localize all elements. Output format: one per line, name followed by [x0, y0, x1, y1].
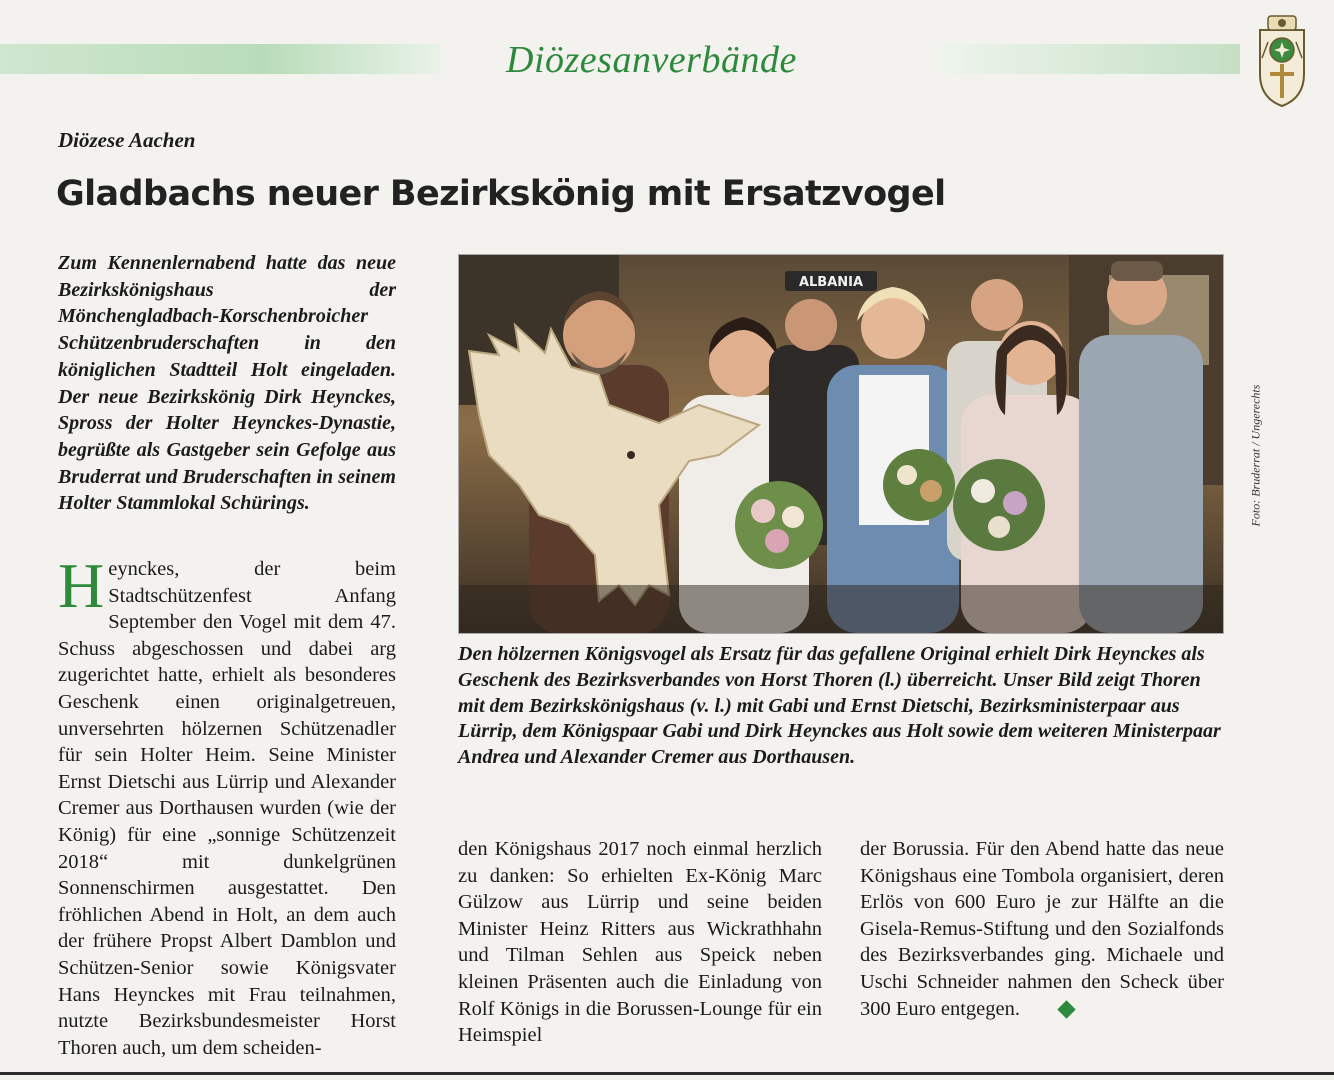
diocese-label: Diözese Aachen	[58, 128, 196, 152]
article-photo	[458, 254, 1224, 634]
article-lead: Zum Kennenlernabend hatte das neue Bezirkskönigshaus der Mönchengladbach-Korschenbroicher Schützenbruderschaften in den königlichen Stadtteil Holt eingeladen. Der neue Bezirkskönig Dirk Heynckes, Spross der Holter Heynckes-Dynastie, begrüßte als Gastgeber sein Gefolge aus Bruderrat und Bruderschaften in seinem Holter Stammlokal Schürings.	[58, 252, 396, 515]
section-title: Diözesanverbände	[506, 39, 797, 81]
crest-icon	[1254, 12, 1310, 108]
drop-cap: H	[58, 550, 105, 621]
body-column-left	[58, 550, 396, 1061]
body-column-mid: den Königshaus 2017 noch einmal herzlich zu danken: So erhielten Ex-König Marc Gülzow aus Lürrip und seine beiden Minister Heinz Ritters aus Wickrathhahn und Tilman Sehlen aus Speick neben kleinen Präsenten auch die Einladung von Rolf Königs in die Borussen-Lounge für ein Heimspiel	[458, 838, 822, 1047]
albania-sign: ALBANIA	[798, 275, 864, 290]
body-text-left: eynckes, der beim Stadtschützenfest Anfang September den Vogel mit dem 47. Schuss abgeschossen und dabei arg zugerichtet hatte, erhielt als besonderes Geschenk einen originalgetreuen, unversehrten hölzernen Schützenadler für sein Holter Heim. Seine Minister Ernst Dietschi aus Lürrip und Alexander Cremer aus Dorthausen wurden (wie der König) für eine „sonnige Schützenzeit 2018“ mit dunkelgrünen Sonnenschirmen ausgestattet. Den fröhlichen Abend in Holt, an dem auch der frühere Propst Albert Damblon und Schützen-Senior sowie Königsvater Hans Heynckes mit Frau teilnahmen, nutzte Bezirksbundesmeister Horst Thoren auch, um dem scheiden-	[58, 558, 396, 1059]
end-mark-icon	[1057, 1001, 1075, 1019]
photo-credit: Foto: Bruderrat / Ungerechts	[1248, 384, 1263, 527]
photo-caption: Den hölzernen Königsvogel als Ersatz für das gefallene Original erhielt Dirk Heynckes als Geschenk des Bezirksverbandes von Horst Thoren (l.) überreicht. Unser Bild zeigt Thoren mit dem Bezirkskönigshaus (v. l.) mit Gabi und Ernst Dietschi, Bezirksministerpaar aus Lürrip, dem Königspaar Gabi und Dirk Heynckes aus Holt sowie dem weiteren Ministerpaar Andrea und Alexander Cremer aus Dorthausen.	[458, 643, 1221, 769]
header-band-right	[940, 44, 1240, 74]
body-column-right	[860, 836, 1224, 1022]
body-text-right: der Borussia. Für den Abend hatte das neue Königshaus eine Tombola organisiert, deren Erlös von 600 Euro je zur Hälfte an die Gisela-Remus-Stiftung und den Sozialfonds des Bezirksverbandes ging. Michaele und Uschi Schneider nahmen den Scheck über 300 Euro entgegen.	[860, 838, 1224, 1020]
bottom-rule	[0, 1072, 1334, 1075]
article-headline: Gladbachs neuer Bezirkskönig mit Ersatzvogel	[56, 174, 946, 214]
header-band-left	[0, 44, 440, 74]
